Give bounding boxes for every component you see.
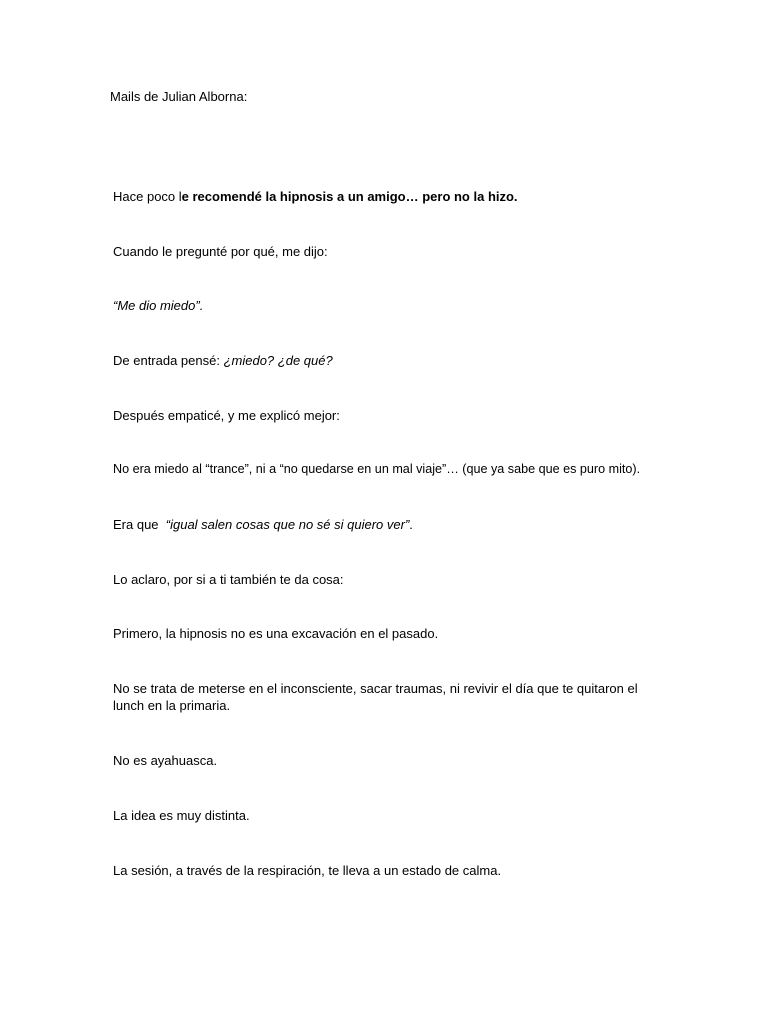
paragraph-11: No es ayahuasca. (113, 753, 218, 768)
paragraph-7-quote: “igual salen cosas que no sé si quiero ver” (165, 517, 410, 532)
paragraph-1-bold-text: e recomendé la hipnosis a un amigo… pero no la hizo. (181, 189, 518, 204)
paragraph-3 (113, 297, 653, 314)
paragraph-5: Después empaticé, y me explicó mejor: (113, 408, 340, 423)
paragraph-7-text: Era que (113, 517, 166, 532)
document-title: Mails de Julian Alborna: (110, 89, 248, 104)
paragraph-13: La sesión, a través de la respiración, te lleva a un estado de calma. (113, 863, 502, 878)
paragraph-4 (113, 352, 653, 369)
paragraph-1 (113, 188, 653, 205)
paragraph-7-period: . (409, 517, 413, 532)
paragraph-4-text: De entrada pensé: (113, 353, 224, 368)
paragraph-1-text: Hace poco l (113, 189, 182, 204)
paragraph-7 (113, 516, 653, 533)
paragraph-3-quote: “Me dio miedo”. (113, 298, 204, 313)
paragraph-2: Cuando le pregunté por qué, me dijo: (113, 244, 328, 259)
paragraph-8: Lo aclaro, por si a ti también te da cosa: (113, 572, 344, 587)
paragraph-9: Primero, la hipnosis no es una excavación en el pasado. (113, 626, 439, 641)
paragraph-4-italic-text: ¿miedo? ¿de qué? (223, 353, 333, 368)
paragraph-6: No era miedo al “trance”, ni a “no quedarse en un mal viaje”… (que ya sabe que es puro mito). (113, 462, 641, 476)
paragraph-12: La idea es muy distinta. (113, 808, 250, 823)
paragraph-10: No se trata de meterse en el inconsciente, sacar traumas, ni revivir el día que te quitaron el lunch en la primaria. (113, 681, 638, 713)
